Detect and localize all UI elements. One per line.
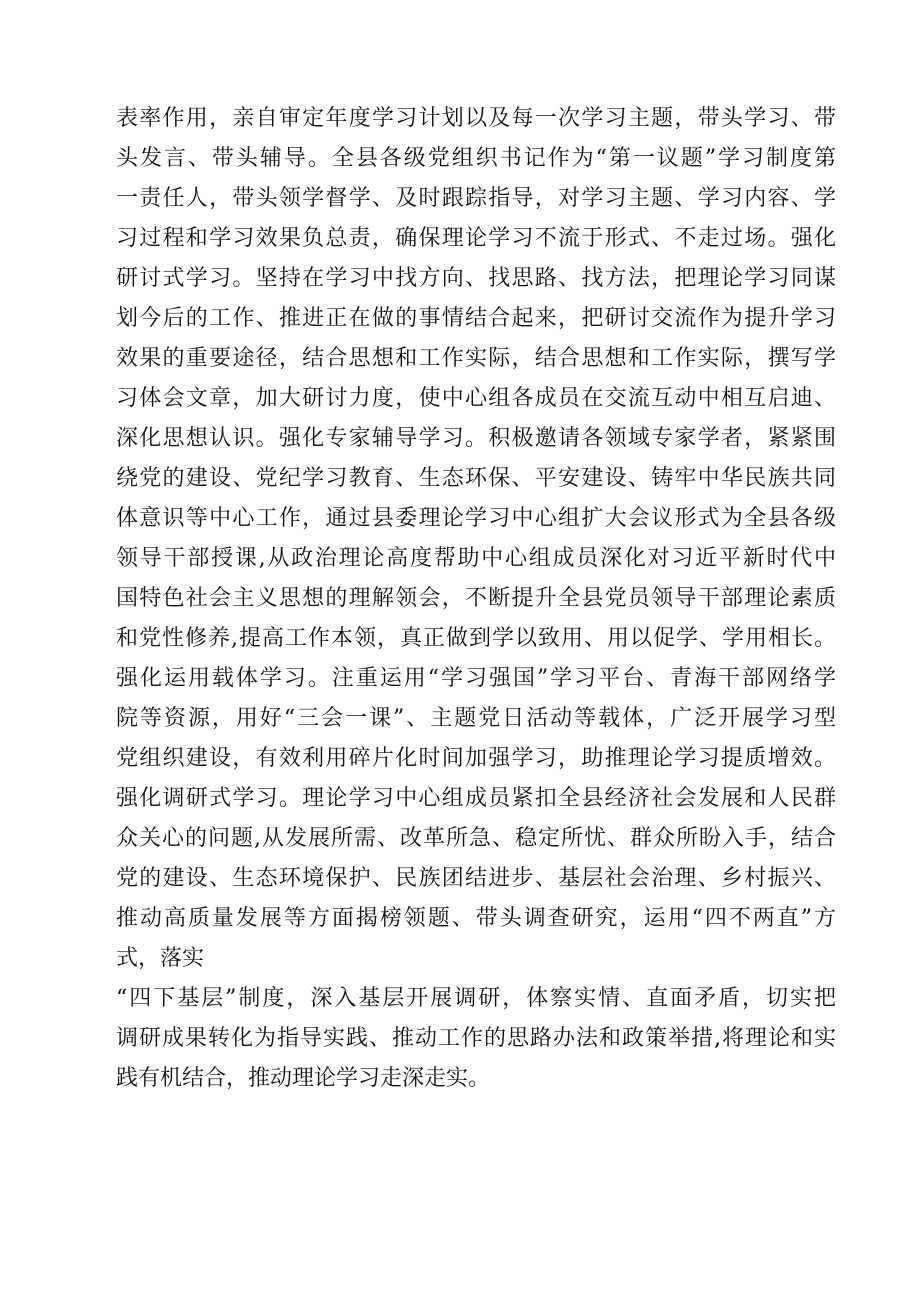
text-line: 党的建设、生态环境保护、民族团结进步、基层社会治理、乡村振兴、 (116, 866, 836, 891)
text-line: 党组织建设，有效利用碎片化时间加强学习，助推理论学习提质增效。 (116, 746, 836, 771)
text-line: 众关心的问题,从发展所需、改革所急、稳定所忧、群众所盼入手，结合 (116, 826, 836, 851)
text-line: 习过程和学习效果负总责，确保理论学习不流于形式、不走过场。强化 (116, 226, 836, 251)
text-line: 和党性修养,提高工作本领，真正做到学以致用、用以促学、学用相长。 (116, 626, 836, 651)
text-line: 践有机结合，推动理论学习走深走实。 (116, 1066, 491, 1091)
text-line: 领导干部授课,从政治理论高度帮助中心组成员深化对习近平新时代中 (116, 546, 836, 571)
text-line: 习体会文章，加大研讨力度，使中心组各成员在交流互动中相互启迪、 (116, 386, 836, 411)
text-line: 表率作用，亲自审定年度学习计划以及每一次学习主题，带头学习、带 (116, 106, 836, 131)
text-line: 一责任人，带头领学督学、及时跟踪指导，对学习主题、学习内容、学 (116, 186, 836, 211)
text-line: 深化思想认识。强化专家辅导学习。积极邀请各领域专家学者，紧紧围 (116, 426, 836, 451)
text-line: 研讨式学习。坚持在学习中找方向、找思路、找方法，把理论学习同谋 (116, 266, 836, 291)
text-line: 划今后的工作、推进正在做的事情结合起来，把研讨交流作为提升学习 (116, 306, 836, 331)
text-line: 院等资源，用好“三会一课”、主题党日活动等载体，广泛开展学习型 (116, 706, 836, 731)
document-body-text (116, 99, 836, 1099)
text-line: 绕党的建设、党纪学习教育、生态环保、平安建设、铸牢中华民族共同 (116, 466, 836, 491)
text-line: 强化调研式学习。理论学习中心组成员紧扣全县经济社会发展和人民群 (116, 786, 836, 811)
text-line: 调研成果转化为指导实践、推动工作的思路办法和政策举措,将理论和实 (116, 1026, 836, 1051)
text-line: 国特色社会主义思想的理解领会，不断提升全县党员领导干部理论素质 (116, 586, 836, 611)
text-line: 推动高质量发展等方面揭榜领题、带头调查研究，运用“四不两直”方 (116, 906, 836, 931)
text-line: 式，落实 (116, 946, 205, 971)
text-line: 强化运用载体学习。注重运用“学习强国”学习平台、青海干部网络学 (116, 666, 836, 691)
text-line: 体意识等中心工作，通过县委理论学习中心组扩大会议形式为全县各级 (116, 506, 836, 531)
text-line: 效果的重要途径，结合思想和工作实际，结合思想和工作实际，撰写学 (116, 346, 836, 371)
text-line: 头发言、带头辅导。全县各级党组织书记作为“第一议题”学习制度第 (116, 146, 836, 171)
text-line: “四下基层”制度，深入基层开展调研，体察实情、直面矛盾，切实把 (116, 986, 836, 1011)
